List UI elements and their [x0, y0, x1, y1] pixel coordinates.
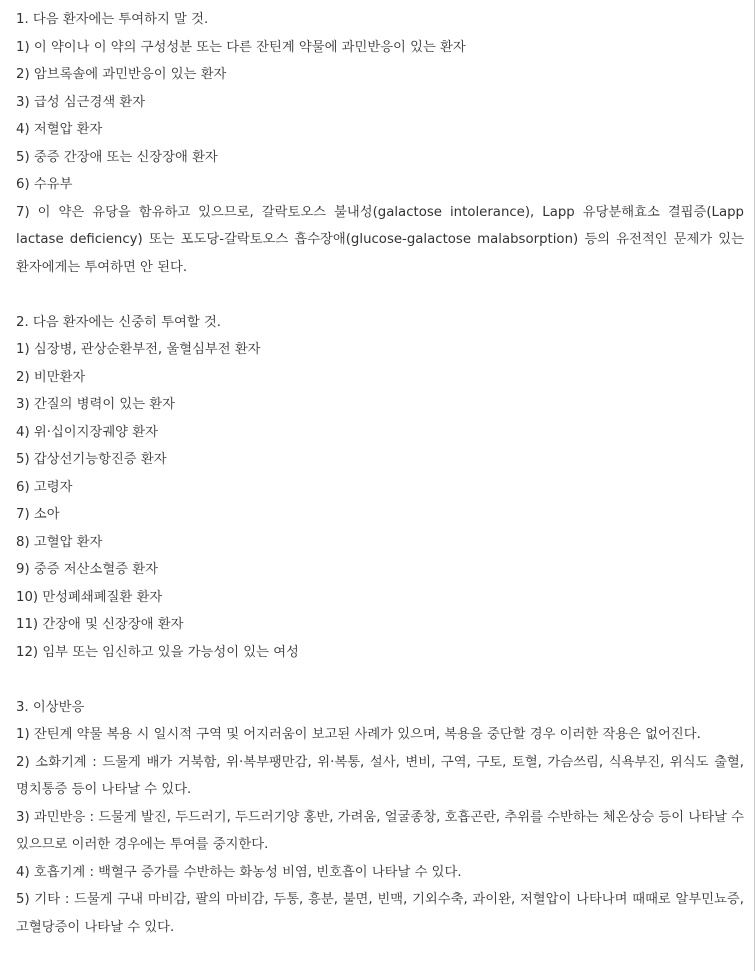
list-item: 1) 잔틴계 약물 복용 시 일시적 구역 및 어지러움이 보고된 사례가 있으며, 복용을 중단할 경우 이러한 작용은 없어진다. — [16, 727, 701, 742]
list-item: 1) 심장병, 관상순환부전, 울혈심부전 환자 — [16, 342, 261, 357]
section-adverse-reactions — [16, 694, 744, 942]
list-item: 4) 위·십이지장궤양 환자 — [16, 424, 158, 440]
list-item: 3) 과민반응 : 드물게 발진, 두드러기, 두드러기양 홍반, 가려움, 얼굴종창, 호흡곤란, 추위를 수반하는 체온상승 등이 나타날 수 있으므로 이러한 경우에는 투여를 중지한다. — [16, 809, 744, 852]
list-item: 2) 소화기계 : 드물게 배가 거북함, 위·복부팽만감, 위·복통, 설사, 변비, 구역, 구토, 토혈, 가슴쓰림, 식욕부진, 위식도 출혈, 명치통증 등이 나타날 수 있다. — [16, 754, 744, 797]
section-careful-administration — [16, 309, 744, 667]
list-item: 5) 중증 간장애 또는 신장장애 환자 — [16, 149, 218, 165]
list-item: 4) 저혈압 환자 — [16, 122, 103, 137]
list-item: 12) 임부 또는 임신하고 있을 가능성이 있는 여성 — [16, 644, 299, 660]
section-heading: 1. 다음 환자에는 투여하지 말 것. — [16, 12, 209, 27]
list-item: 6) 고령자 — [16, 479, 73, 495]
list-item: 10) 만성폐쇄폐질환 환자 — [16, 589, 163, 605]
list-item: 4) 호흡기계 : 백혈구 증가를 수반하는 화농성 비염, 빈호흡이 나타날 수 있다. — [16, 864, 462, 880]
list-item: 5) 기타 : 드물게 구내 마비감, 팔의 마비감, 두통, 흥분, 불면, 빈맥, 기외수축, 과이완, 저혈압이 나타나며 때때로 알부민뇨증, 고혈당증이 나타날 수 있다. — [16, 892, 744, 935]
list-item: 2) 비만환자 — [16, 369, 86, 385]
list-item: 3) 급성 심근경색 환자 — [16, 94, 146, 110]
list-item: 1) 이 약이나 이 약의 구성성분 또는 다른 잔틴계 약물에 과민반응이 있는 환자 — [16, 39, 466, 55]
list-item: 7) 소아 — [16, 507, 60, 522]
list-item: 6) 수유부 — [16, 177, 73, 192]
section-heading: 2. 다음 환자에는 신중히 투여할 것. — [16, 314, 222, 330]
list-item: 9) 중증 저산소혈증 환자 — [16, 562, 158, 577]
section-heading: 3. 이상반응 — [16, 699, 85, 715]
list-item: 8) 고혈압 환자 — [16, 534, 103, 550]
list-item: 5) 갑상선기능항진증 환자 — [16, 452, 167, 467]
list-item: 2) 암브록솔에 과민반응이 있는 환자 — [16, 67, 227, 82]
list-item: 3) 간질의 병력이 있는 환자 — [16, 397, 176, 412]
section-contraindications — [16, 6, 744, 281]
list-item: 11) 간장애 및 신장장애 환자 — [16, 617, 184, 632]
list-item: 7) 이 약은 유당을 함유하고 있으므로, 갈락토오스 불내성(galactose intolerance), Lapp 유당분해효소 결핍증(Lapp lactase deficiency) 또는 포도당-갈락토오스 흡수장애(glucose-galactose malabsorption) 등의 유전적인 문제가 있는 환자에게는 투여하면 안 된다. — [16, 204, 744, 275]
